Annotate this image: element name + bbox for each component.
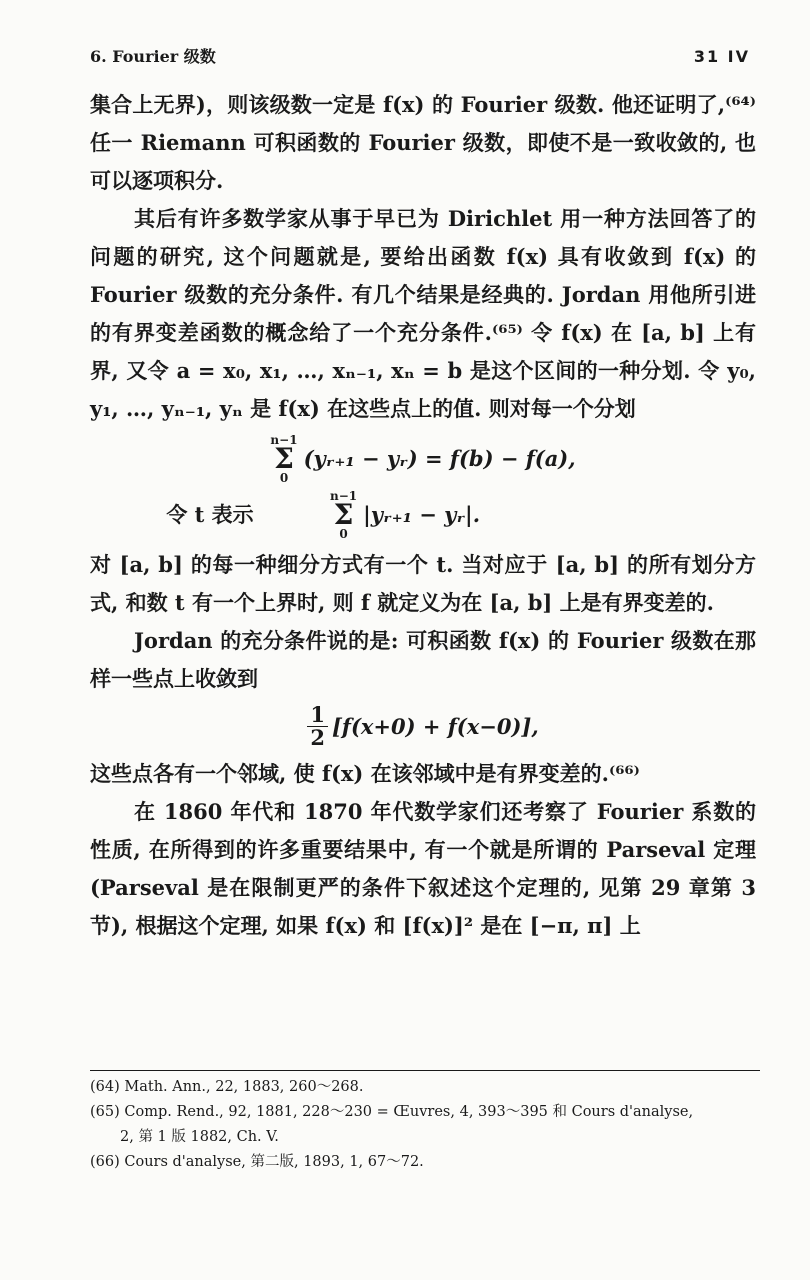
sigma-symbol: n−1 Σ 0 [270,433,298,485]
sum-upper-limit: n−1 [270,433,298,447]
paragraph-1: 集合上无界)，则该级数一定是 f(x) 的 Fourier 级数. 他还证明了,⁽⁶⁴⁾ 任一 Riemann 可积函数的 Fourier 级数，即使不是一致收敛的, 也可以逐项积分. [90,92,756,193]
let-t-label: 令 t 表示 [166,502,254,527]
paragraph-3: 对 [a, b] 的每一种细分方式有一个 t. 当对应于 [a, b] 的所有划分方式, 和数 t 有一个上界时, 则 f 就定义为在 [a, b] 上是有界变差的. [90,552,756,615]
sum-formula-1 [90,434,756,484]
footnote-65-cont: 2, 第 1 版 1882, Ch. V. [120,1129,279,1145]
sum-body: (yᵣ₊₁ − yᵣ) = f(b) − f(a), [303,446,576,471]
paragraph-5: 这些点各有一个邻域, 使 f(x) 在该邻域中是有界变差的.⁽⁶⁶⁾ [90,761,640,786]
half-formula [90,704,756,749]
running-header [90,44,750,67]
page-number: 31 IV [693,47,750,66]
sum-lower-limit: 0 [339,527,348,541]
main-text [90,86,756,945]
footnote-64: (64) Math. Ann., 22, 1883, 260～268. [90,1079,364,1095]
footnote-65: (65) Comp. Rend., 92, 1881, 228～230 = Œuvres, 4, 393～395 和 Cours d'analyse, [90,1104,694,1120]
section-title: 6. Fourier 级数 [90,47,216,66]
paragraph-4: Jordan 的充分条件说的是: 可积函数 f(x) 的 Fourier 级数在那样一些点上收敛到 [90,628,756,691]
paragraph-6: 在 1860 年代和 1870 年代数学家们还考察了 Fourier 系数的性质, 在所得到的许多重要结果中, 有一个就是所谓的 Parseval 定理 (Parseval 是在限制更严的条件下叙述这个定理的, 见第 29 章第 3 节), 根据这个定理, 如果 f(x) 和 [f(x)]² 是在 [−π, π] 上 [90,799,756,938]
sigma-symbol: n−1 Σ 0 [330,489,358,541]
half-body: [f(x+0) + f(x−0)], [331,713,539,739]
sum-formula-2 [90,490,756,540]
footnote-66: (66) Cours d'analyse, 第二版, 1893, 1, 67～72. [90,1154,424,1170]
sum-lower-limit: 0 [279,471,289,485]
footnotes [90,1070,760,1175]
fraction-one-half: $\frac{1}{2}$ [307,704,328,749]
paragraph-2: 其后有许多数学家从事于早已为 Dirichlet 用一种方法回答了的问题的研究, 这个问题就是, 要给出函数 f(x) 具有收敛到 f(x) 的 Fourier 级数的充分条件. 有几个结果是经典的. Jordan 用他所引进的有界变差函数的概念给了一个充分条件.⁽⁶⁵⁾ 令 f(x) 在 [a, b] 上有界, 又令 a = x₀, x₁, …, xₙ₋₁, xₙ = b 是这个区间的一种分划. 令 y₀, y₁, …, yₙ₋₁, yₙ 是 f(x) 在这些点上的值. 则对每一个分划 [90,206,756,421]
sum-body: |yᵣ₊₁ − yᵣ|. [363,502,481,527]
sum-upper-limit: n−1 [330,489,358,503]
